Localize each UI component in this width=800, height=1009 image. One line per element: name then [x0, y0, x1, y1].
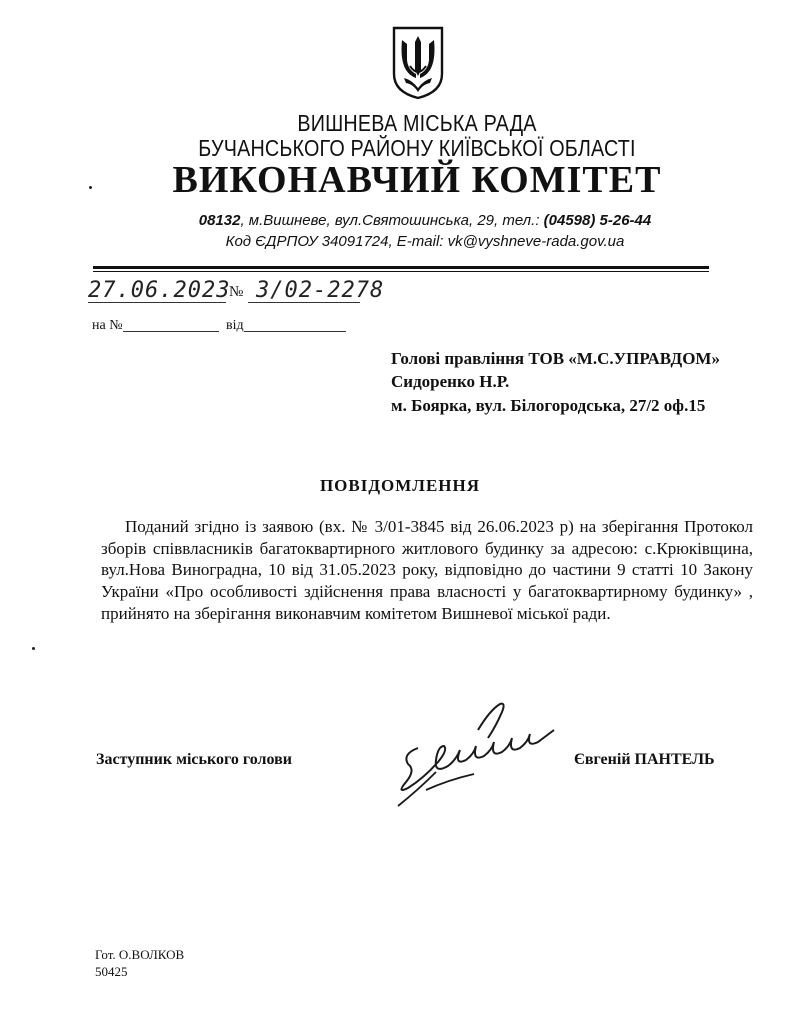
- outgoing-date: 27.06.2023: [88, 278, 231, 303]
- postal-code: 08132: [198, 212, 241, 229]
- scan-speck: [32, 647, 35, 650]
- signatory-role: Заступник міського голови: [96, 751, 292, 768]
- org-name-line3: ВИКОНАВЧИЙ КОМІТЕТ: [172, 159, 662, 201]
- recipient-line1: Голові правління ТОВ «М.С.УПРАВДОМ»: [391, 349, 720, 368]
- header-divider-thick: [93, 266, 709, 269]
- outgoing-number: 3/02-2278: [256, 278, 385, 303]
- body-paragraph: Поданий згідно із заявою (вх. № 3/01-3845 від 26.06.2023 р) на зберігання Протокол зборів співвласників багатоквартирного житлового будинку за адресою: с.Крюківщина, вул.Нова Виноградна, 10 від 31.05.2023 року, відповідно до частини 9 статті 10 Закону України «Про особливості здійснення права власності у багатоквартирному будинку» , прийнято на зберігання виконавчим комітетом Вишневої міської ради.: [101, 517, 753, 623]
- handwritten-signature: [378, 690, 578, 820]
- incoming-number-blank: [123, 331, 219, 332]
- coat-of-arms-icon: [392, 26, 444, 100]
- recipient-line3: м. Боярка, вул. Білогородська, 27/2 оф.15: [391, 396, 706, 415]
- document-heading: ПОВІДОМЛЕННЯ: [319, 476, 481, 495]
- phone-number: (04598) 5-26-44: [543, 212, 652, 229]
- org-name-line2: БУЧАНСЬКОГО РАЙОНУ КИЇВСЬКОЇ ОБЛАСТІ: [198, 135, 636, 161]
- number-label: №: [229, 284, 244, 300]
- scan-speck: [89, 186, 92, 189]
- prepared-by: Гот. О.ВОЛКОВ: [95, 947, 185, 962]
- date-underline: [88, 302, 226, 303]
- org-name-line1: ВИШНЕВА МІСЬКА РАДА: [297, 110, 537, 136]
- address-text: , м.Вишневе, вул.Святошинська, 29, тел.:: [240, 212, 544, 229]
- incoming-date-blank: [244, 331, 346, 332]
- header-divider-thin: [93, 271, 709, 272]
- signatory-name: Євгеній ПАНТЕЛЬ: [574, 751, 715, 768]
- number-underline: [248, 302, 360, 303]
- incoming-number-label: на №: [92, 318, 123, 333]
- document-code: 50425: [95, 964, 128, 979]
- incoming-date-label: від: [226, 318, 244, 333]
- code-email-line: Код ЄДРПОУ 34091724, E-mail: vk@vyshneve-rada.gov.ua: [225, 233, 625, 250]
- address-line: [0, 212, 800, 229]
- recipient-line2: Сидоренко Н.Р.: [391, 372, 510, 391]
